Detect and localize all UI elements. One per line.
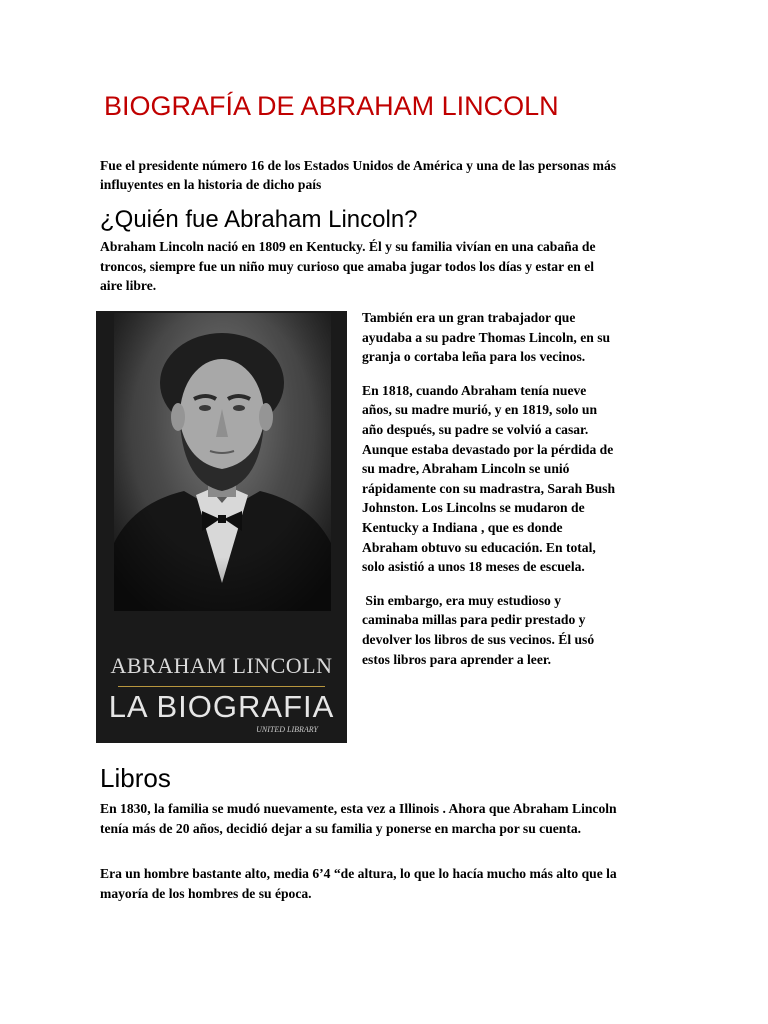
who-paragraph: Abraham Lincoln nació en 1809 en Kentucky. Él y su familia vivían en una cabaña de troncos, siempre fue un niño muy curioso que amaba jugar todos los días y estar en el aire libre.	[100, 239, 596, 293]
right-paragraph: También era un gran trabajador que ayudaba a su padre Thomas Lincoln, en su granja o cortaba leña para los vecinos.	[362, 310, 611, 365]
libros-paragraph-2: Era un hombre bastante alto, media 6’4 “de altura, lo que lo hacía mucho más alto que la mayoría de los hombres de su época.	[100, 866, 617, 901]
cover-publisher: UNITED LIBRARY	[256, 725, 318, 734]
intro-paragraph: Fue el presidente número 16 de los Estados Unidos de América y una de las personas más influyentes en la historia de dicho país	[100, 158, 617, 192]
right-paragraph: Sin embargo, era muy estudioso y caminaba millas para pedir prestado y devolver los libros de sus vecinos. Él usó estos libros para aprender a leer.	[362, 592, 598, 667]
lincoln-portrait-illustration	[114, 313, 331, 611]
right-column	[362, 308, 617, 683]
book-cover-image	[96, 311, 347, 743]
page-title: BIOGRAFÍA DE ABRAHAM LINCOLN	[104, 91, 559, 121]
libros-paragraph-1: En 1830, la familia se mudó nuevamente, esta vez a Illinois . Ahora que Abraham Lincoln tenía más de 20 años, decidió dejar a su familia y ponerse en marcha por su cuenta.	[100, 801, 617, 836]
section-heading-who: ¿Quién fue Abraham Lincoln?	[100, 206, 418, 233]
section-heading-libros: Libros	[100, 763, 171, 793]
right-paragraph: En 1818, cuando Abraham tenía nueve años, su madre murió, y en 1819, solo un año después, su padre se volvió a casar. Aunque estaba devastado por la pérdida de su madre, Abraham Lincoln se unió rápidamente con su madrastra, Sarah Bush Johnston. Los Lincolns se mudaron de Kentucky a Indiana , que es donde Abraham obtuvo su educación. En total, solo asistió a unos 18 meses de escuela.	[362, 382, 616, 575]
cover-divider	[118, 686, 325, 687]
portrait-photo	[114, 313, 331, 611]
cover-author: ABRAHAM LINCOLN	[110, 653, 333, 678]
cover-subtitle: LA BIOGRAFIA	[108, 689, 335, 724]
